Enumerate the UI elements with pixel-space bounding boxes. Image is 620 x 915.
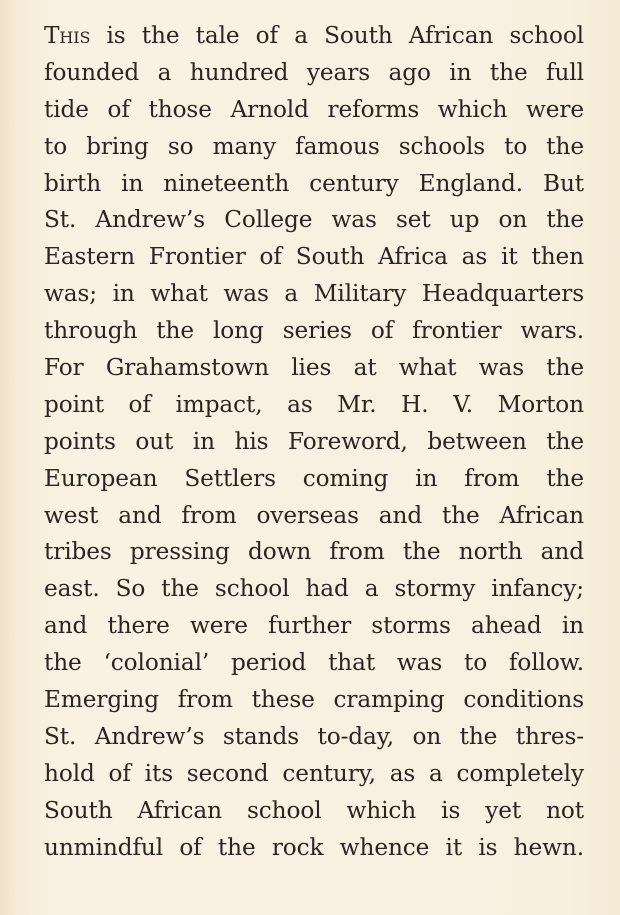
text-line-11: point of impact, as Mr. H. V. Morton — [44, 390, 584, 418]
text-line-10: For Grahamstown lies at what was the — [44, 354, 584, 382]
text-line-7: Eastern Frontier of South Africa as it then — [44, 243, 584, 271]
text-line-9: through the long series of frontier wars. — [44, 317, 584, 345]
text-line-17: and there were further storms ahead in — [44, 612, 584, 640]
lead-word: This — [44, 22, 91, 49]
text-line-3: tide of those Arnold reforms which were — [44, 95, 584, 123]
text-line-12: points out in his Foreword, between the — [44, 427, 584, 455]
text-line-13: European Settlers coming in from the — [44, 464, 584, 492]
text-line-16: east. So the school had a stormy infancy; — [44, 575, 584, 603]
text-line-22: South African school which is yet not — [44, 796, 584, 824]
text-line-19: Emerging from these cramping conditions — [44, 686, 584, 714]
text-line-15: tribes pressing down from the north and — [44, 538, 584, 566]
text-line-5: birth in nineteenth century England. But — [44, 169, 584, 197]
text-line-18: the ‘colonial’ period that was to follow. — [44, 649, 584, 677]
text-line-20: St. Andrew’s stands to-day, on the thres- — [44, 722, 584, 750]
text-line-21: hold of its second century, as a completely — [44, 759, 584, 787]
text-line-2: founded a hundred years ago in the full — [44, 58, 584, 86]
text-line-1: This is the tale of a South African school — [44, 22, 584, 49]
text-line-4: to bring so many famous schools to the — [44, 132, 584, 160]
text-line-8: was; in what was a Military Headquarters — [44, 280, 584, 308]
text-line-6: St. Andrew’s College was set up on the — [44, 206, 584, 234]
text-line-23: unmindful of the rock whence it is hewn. — [44, 833, 584, 861]
text-line-14: west and from overseas and the African — [44, 501, 584, 529]
body-paragraph — [44, 18, 584, 866]
